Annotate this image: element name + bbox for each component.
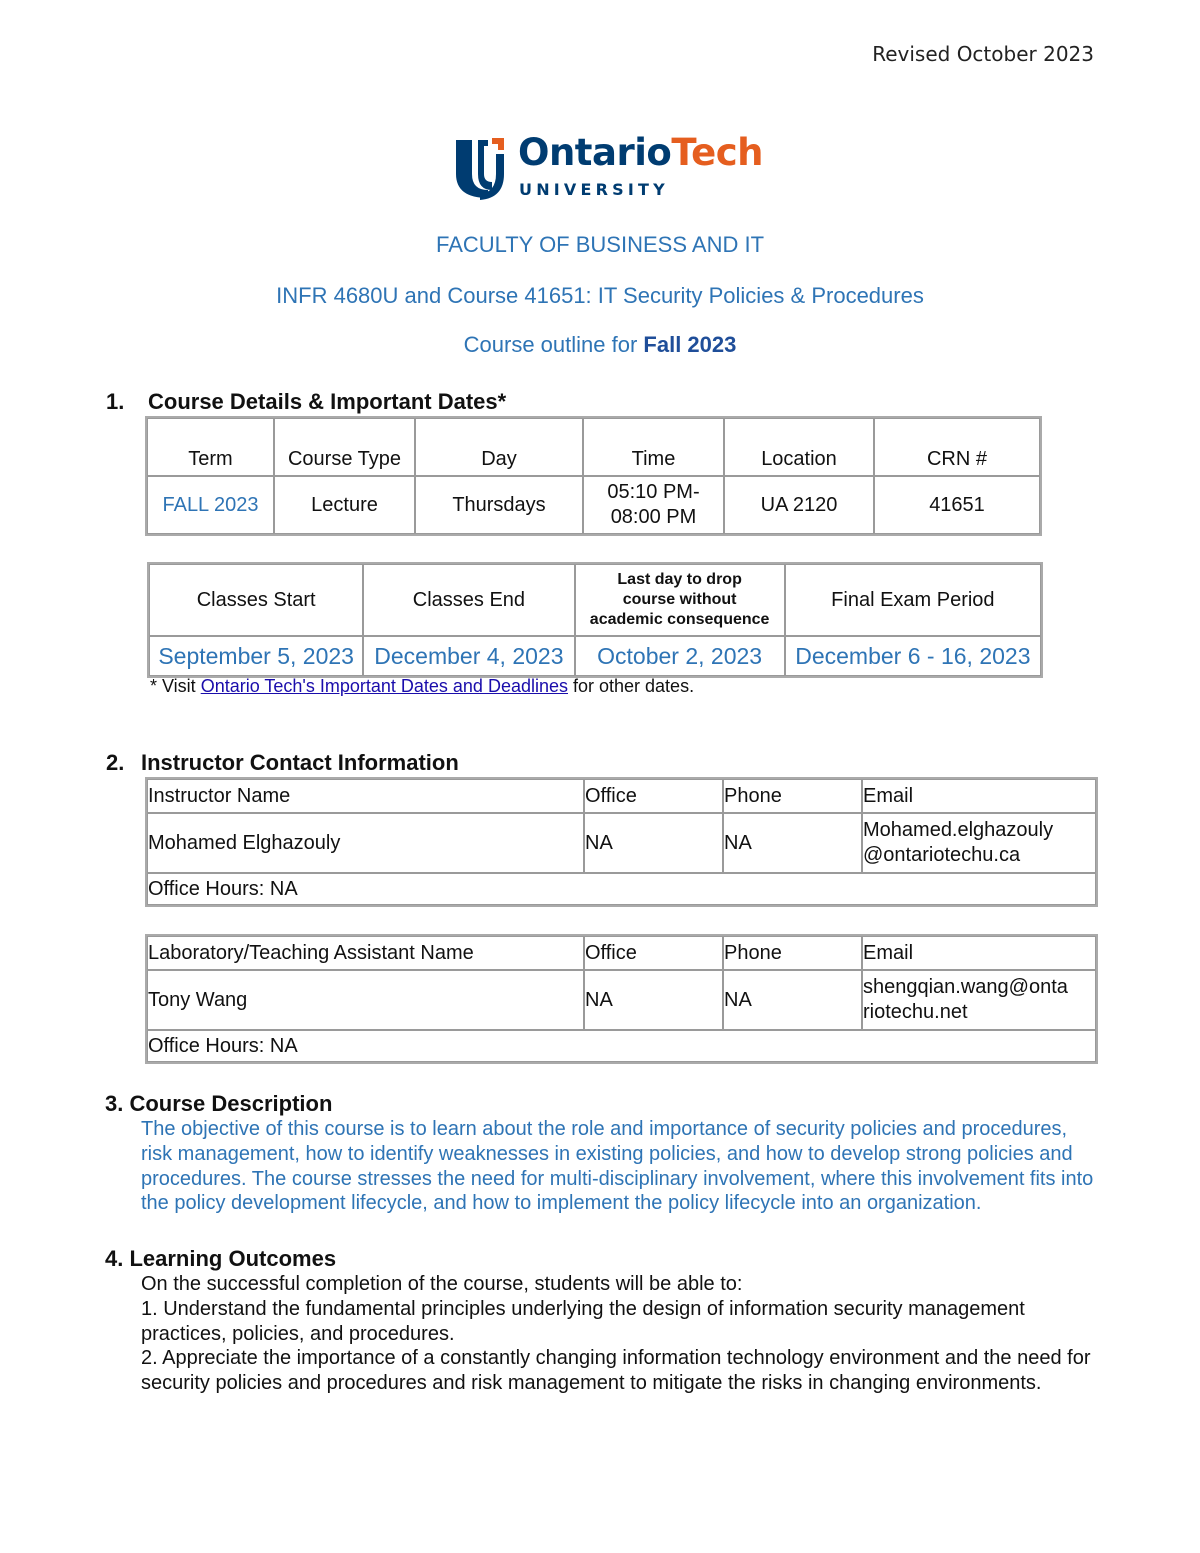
- ta-office-hours: Office Hours: NA: [147, 1030, 1096, 1062]
- ta-table: [145, 934, 1098, 1064]
- value-classes-start: September 5, 2023: [149, 636, 363, 676]
- logo-wordmark: OntarioTech: [518, 131, 764, 174]
- table-row: [147, 476, 1040, 534]
- instructor-office-hours: Office Hours: NA: [147, 873, 1096, 905]
- instructor-email: Mohamed.elghazouly @ontariotechu.ca: [862, 813, 1096, 873]
- table-row: [147, 936, 1096, 970]
- header-email: Email: [862, 936, 1096, 970]
- section1-number: 1.: [106, 389, 125, 414]
- value-final-exam: December 6 - 16, 2023: [785, 636, 1041, 676]
- value-crn: 41651: [874, 476, 1040, 534]
- ta-email: shengqian.wang@onta riotechu.net: [862, 970, 1096, 1030]
- table-row: [149, 636, 1041, 676]
- header-classes-end: Classes End: [363, 564, 574, 636]
- important-dates-table: [147, 562, 1043, 678]
- value-time: 05:10 PM- 08:00 PM: [583, 476, 724, 534]
- section2-number: 2.: [106, 750, 125, 775]
- ta-name: Tony Wang: [147, 970, 584, 1030]
- header-day: Day: [415, 418, 583, 476]
- instructor-table: [145, 777, 1098, 907]
- header-phone: Phone: [723, 779, 862, 813]
- header-phone: Phone: [723, 936, 862, 970]
- dates-note: * Visit Ontario Tech's Important Dates and Deadlines for other dates.: [150, 676, 695, 696]
- outline-title: Course outline for Fall 2023: [463, 332, 737, 357]
- ta-office: NA: [584, 970, 723, 1030]
- table-row: [147, 418, 1040, 476]
- course-details-table: [145, 416, 1042, 536]
- learning-outcomes-intro: On the successful completion of the course, students will be able to:: [141, 1273, 743, 1295]
- header-last-day-drop: Last day to drop course without academic consequence: [575, 564, 785, 636]
- table-row: [147, 1030, 1096, 1062]
- revised-date: Revised October 2023: [872, 42, 1094, 66]
- instructor-office: NA: [584, 813, 723, 873]
- header-office: Office: [584, 779, 723, 813]
- table-row: [147, 970, 1096, 1030]
- value-classes-end: December 4, 2023: [363, 636, 574, 676]
- course-title: INFR 4680U and Course 41651: IT Security Policies & Procedures: [276, 283, 924, 308]
- list-item: 2. Appreciate the importance of a constantly changing information technology environment and the need for security policies and procedures and risk management to mitigate the risks in changing environments.: [141, 1347, 1091, 1395]
- header-term: Term: [147, 418, 274, 476]
- section4-heading: 4. Learning Outcomes: [105, 1246, 337, 1271]
- table-row: [149, 564, 1041, 636]
- value-day: Thursdays: [415, 476, 583, 534]
- section2-heading: Instructor Contact Information: [141, 750, 459, 775]
- header-final-exam: Final Exam Period: [785, 564, 1041, 636]
- table-row: [147, 873, 1096, 905]
- university-logo: [452, 131, 764, 204]
- section1-heading: Course Details & Important Dates*: [148, 389, 507, 414]
- header-instructor-name: Instructor Name: [147, 779, 584, 813]
- section3-heading: 3. Course Description: [105, 1091, 333, 1116]
- header-crn: CRN #: [874, 418, 1040, 476]
- value-course-type: Lecture: [274, 476, 415, 534]
- header-office: Office: [584, 936, 723, 970]
- header-classes-start: Classes Start: [149, 564, 363, 636]
- table-row: [147, 813, 1096, 873]
- value-last-day-drop: October 2, 2023: [575, 636, 785, 676]
- value-term: FALL 2023: [147, 476, 274, 534]
- ontario-tech-shield-icon: [452, 134, 508, 202]
- header-ta-name: Laboratory/Teaching Assistant Name: [147, 936, 584, 970]
- instructor-phone: NA: [723, 813, 862, 873]
- header-location: Location: [724, 418, 874, 476]
- important-dates-link[interactable]: Ontario Tech's Important Dates and Deadlines: [200, 676, 568, 696]
- faculty-title: FACULTY OF BUSINESS AND IT: [435, 232, 765, 257]
- header-time: Time: [583, 418, 724, 476]
- header-email: Email: [862, 779, 1096, 813]
- ta-phone: NA: [723, 970, 862, 1030]
- course-description: The objective of this course is to learn about the role and importance of security policies and procedures, risk management, how to identify weaknesses in existing policies, and how to develop strong policies and procedures. The course stresses the need for multi-disciplinary involvement, where this involvement fits into the policy development lifecycle, and how to implement the policy lifecycle into an organization.: [141, 1118, 1094, 1215]
- table-row: [147, 779, 1096, 813]
- logo-subtitle: UNIVERSITY: [519, 180, 669, 199]
- value-location: UA 2120: [724, 476, 874, 534]
- list-item: 1. Understand the fundamental principles underlying the design of information security management practices, policies, and procedures.: [141, 1297, 1025, 1345]
- header-course-type: Course Type: [274, 418, 415, 476]
- instructor-name: Mohamed Elghazouly: [147, 813, 584, 873]
- outline-term: Fall 2023: [643, 332, 737, 357]
- learning-outcomes: [141, 1272, 1101, 1396]
